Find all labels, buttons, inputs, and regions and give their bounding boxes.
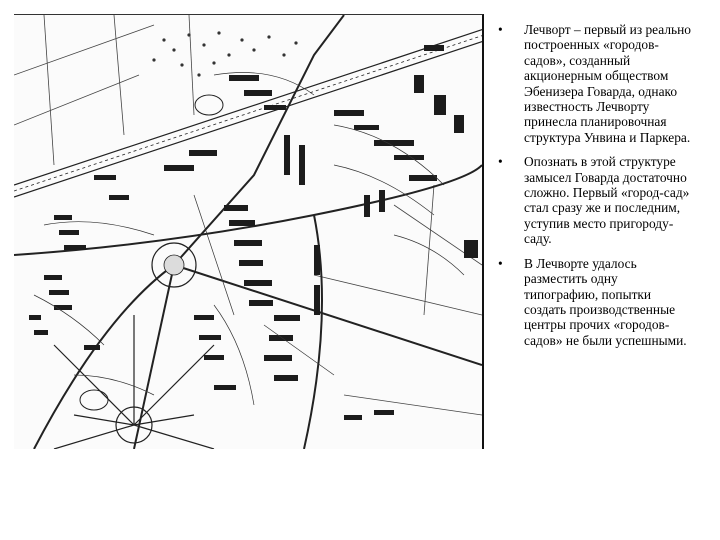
bullet-text: Лечворт – первый из реально построенных «городов-садов», созданный акционерным обществом Эбенизера Говарда, однако известность Лечворту принесла планировочная структура Унвина и Паркера. (524, 22, 691, 145)
bullet-text: В Лечворте удалось разместить одну типографию, попытки создать производственные центры прочих «городов-садов» не были успешными. (524, 255, 687, 348)
bullet-text: Опознать в этой структуре замысел Говарда достаточно сложно. Первый «город-сад» стал сразу же и последним, уступив место пригороду-саду. (524, 154, 690, 247)
bullet-item (494, 154, 694, 246)
town-plan-drawing (14, 15, 482, 449)
text-column (494, 22, 694, 357)
bullet-item (494, 256, 694, 348)
bullet-item (494, 22, 694, 145)
bullet-list (494, 22, 694, 348)
town-plan-map (14, 14, 484, 449)
bullet-marker: • (498, 154, 503, 170)
bullet-marker: • (498, 255, 503, 271)
bullet-marker: • (498, 22, 503, 37)
